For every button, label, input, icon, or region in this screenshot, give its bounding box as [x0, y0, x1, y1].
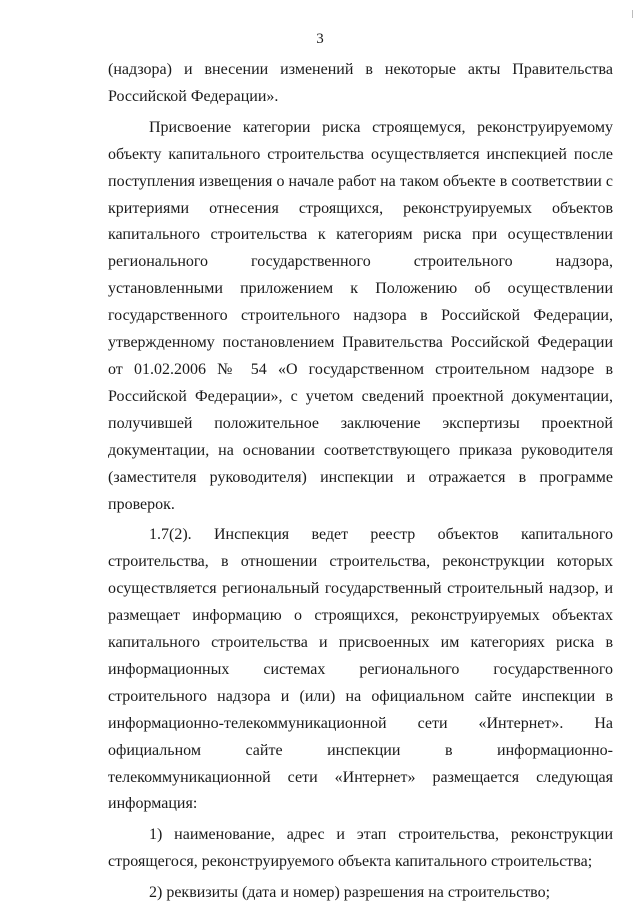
paragraph-1-7-2: 1.7(2). Инспекция ведет реестр объектов капитального строительства, в отношении строительства, реконструкции которых осуществляется региональный государственный строительный надзор, и размещает информацию о строящихся, реконструируемых объектах капитального строительства и присвоенных им категориях риска в информационных системах регионального государственного строительного надзора и (или) на официальном сайте инспекции в информационно-телекоммуникационной сети «Интернет». На официальном сайте инспекции в информационно-телекоммуникационной сети «Интернет» размещается следующая информация:	[108, 526, 613, 813]
page-number: 3	[316, 31, 324, 47]
document-body	[108, 57, 613, 907]
scan-edge-mark	[632, 10, 633, 18]
list-item-1: 1) наименование, адрес и этап строительства, реконструкции строящегося, реконструируемого объекта капитального строительства;	[108, 826, 613, 871]
list-item-2: 2) реквизиты (дата и номер) разрешения на строительство;	[149, 884, 551, 902]
paragraph-continuation: (надзора) и внесении изменений в некоторые акты Правительства Российской Федерации».	[108, 61, 613, 105]
paragraph-risk-category: Присвоение категории риска строящемуся, реконструируемому объекту капитального строительства осуществляется инспекцией после поступления извещения о начале работ на таком объекте в соответствии с критериями отнесения строящихся, реконструируемых объектов капитального строительства к категориям риска при осуществлении регионального государственного строительного надзора, установленными приложением к Положению об осуществлении государственного строительного надзора в Российской Федерации, утвержденному постановлением Правительства Российской Федерации от 01.02.2006 № 54 «О государственном строительном надзоре в Российской Федерации», с учетом сведений проектной документации, получившей положительное заключение экспертизы проектной документации, на основании соответствующего приказа руководителя (заместителя руководителя) инспекции и отражается в программе проверок.	[108, 118, 613, 513]
